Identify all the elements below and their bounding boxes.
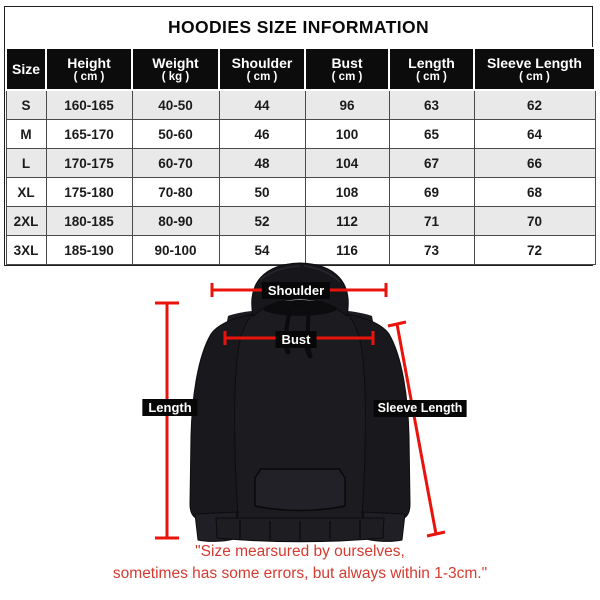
cell-length: 67 — [389, 149, 474, 178]
length-measure-line — [155, 303, 179, 538]
cell-shoulder: 50 — [219, 178, 305, 207]
cell-shoulder: 54 — [219, 236, 305, 265]
header-unit: ( cm ) — [246, 70, 278, 83]
cell-height: 175-180 — [46, 178, 132, 207]
cell-size: L — [6, 149, 46, 178]
size-table — [4, 6, 593, 266]
column-header-height — [46, 48, 132, 90]
cell-sleeve-length: 68 — [474, 178, 595, 207]
cell-shoulder: 44 — [219, 90, 305, 120]
bust-label: Bust — [276, 331, 317, 348]
column-header-sleeve-length — [474, 48, 595, 90]
cell-size: S — [6, 90, 46, 120]
header-label: Size — [11, 61, 40, 77]
column-header-bust — [305, 48, 389, 90]
cell-size: M — [6, 120, 46, 149]
cell-bust: 104 — [305, 149, 389, 178]
cell-sleeve-length: 72 — [474, 236, 595, 265]
header-label: Sleeve Length — [487, 54, 582, 71]
cell-height: 160-165 — [46, 90, 132, 120]
measurement-disclaimer — [0, 541, 600, 585]
cell-length: 69 — [389, 178, 474, 207]
header-unit: ( cm ) — [73, 70, 105, 83]
header-label: Length — [408, 54, 455, 71]
cell-sleeve-length: 64 — [474, 120, 595, 149]
cell-sleeve-length: 66 — [474, 149, 595, 178]
cell-bust: 100 — [305, 120, 389, 149]
cell-size: 2XL — [6, 207, 46, 236]
cell-bust: 108 — [305, 178, 389, 207]
column-header-size — [6, 48, 46, 90]
table-row — [6, 178, 595, 207]
cell-height: 170-175 — [46, 149, 132, 178]
cell-bust: 116 — [305, 236, 389, 265]
column-header-weight — [132, 48, 219, 90]
header-unit: ( kg ) — [161, 70, 190, 83]
table-row — [6, 90, 595, 120]
sleeve-length-label: Sleeve Length — [374, 400, 467, 417]
header-label: Weight — [152, 54, 199, 71]
cell-size: 3XL — [6, 236, 46, 265]
header-unit: ( cm ) — [331, 70, 363, 83]
header-label: Shoulder — [231, 54, 293, 71]
cell-weight: 50-60 — [132, 120, 219, 149]
cell-weight: 90-100 — [132, 236, 219, 265]
size-table-grid — [5, 47, 596, 265]
cell-weight: 60-70 — [132, 149, 219, 178]
header-row — [6, 48, 595, 90]
cell-length: 63 — [389, 90, 474, 120]
cell-size: XL — [6, 178, 46, 207]
cell-height: 165-170 — [46, 120, 132, 149]
cell-length: 73 — [389, 236, 474, 265]
cell-weight: 80-90 — [132, 207, 219, 236]
table-title: HOODIES SIZE INFORMATION — [167, 17, 430, 37]
cell-length: 65 — [389, 120, 474, 149]
table-row — [6, 207, 595, 236]
cell-bust: 96 — [305, 90, 389, 120]
cell-length: 71 — [389, 207, 474, 236]
shoulder-label: Shoulder — [262, 282, 330, 299]
header-label: Bust — [331, 54, 363, 71]
cell-weight: 70-80 — [132, 178, 219, 207]
cell-height: 180-185 — [46, 207, 132, 236]
hoodie-diagram — [0, 256, 600, 546]
column-header-length — [389, 48, 474, 90]
length-label: Length — [142, 399, 197, 416]
column-header-shoulder — [219, 48, 305, 90]
disclaimer-line-2: sometimes has some errors, but always within 1-3cm." — [112, 565, 488, 582]
cell-shoulder: 46 — [219, 120, 305, 149]
header-unit: ( cm ) — [519, 70, 550, 83]
table-row — [6, 149, 595, 178]
header-label: Height — [67, 54, 111, 71]
cell-sleeve-length: 70 — [474, 207, 595, 236]
cell-weight: 40-50 — [132, 90, 219, 120]
table-row — [6, 120, 595, 149]
cell-bust: 112 — [305, 207, 389, 236]
cell-height: 185-190 — [46, 236, 132, 265]
cell-shoulder: 48 — [219, 149, 305, 178]
disclaimer-line-1: "Size mearsured by ourselves, — [195, 543, 405, 560]
cell-shoulder: 52 — [219, 207, 305, 236]
cell-sleeve-length: 62 — [474, 90, 595, 120]
header-unit: ( cm ) — [416, 70, 447, 83]
